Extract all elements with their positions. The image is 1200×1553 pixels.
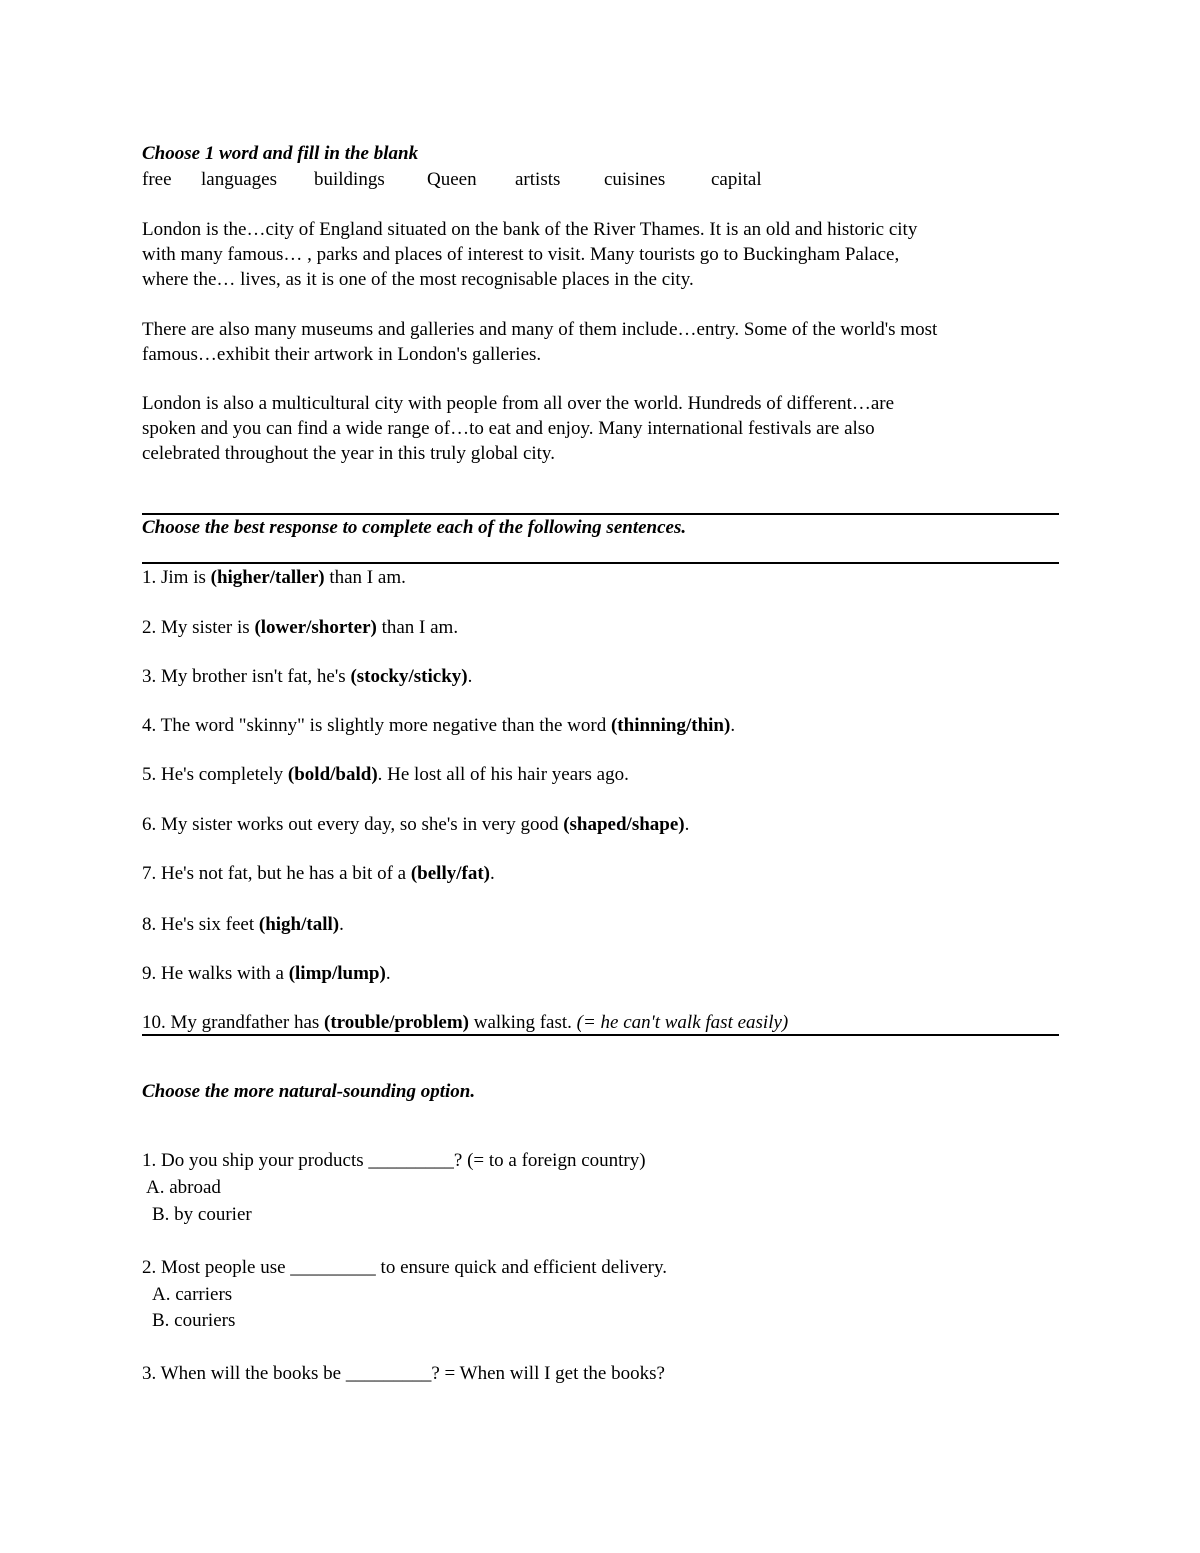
answer-choice: (lower/shorter) <box>254 617 377 638</box>
question-2-option-b: B. couriers <box>152 1310 236 1331</box>
word-bank <box>142 168 842 192</box>
word-bank-item: buildings <box>314 169 385 190</box>
sentence-item: 4. The word "skinny" is slightly more negative than the word (thinning/thin). <box>142 715 736 736</box>
paragraph-line: with many famous… , parks and places of interest to visit. Many tourists go to Buckingham Palace, <box>142 244 900 265</box>
sentence-item: 1. Jim is (higher/taller) than I am. <box>142 567 406 588</box>
question-3-text: 3. When will the books be _________? = When will I get the books? <box>142 1363 665 1384</box>
sentence-item: 10. My grandfather has (trouble/problem) walking fast. (= he can't walk fast easily) <box>142 1012 789 1033</box>
paragraph-line: celebrated throughout the year in this truly global city. <box>142 443 555 464</box>
paragraph-line: famous…exhibit their artwork in London's galleries. <box>142 344 542 365</box>
answer-choice: (higher/taller) <box>210 567 325 588</box>
divider-line <box>142 562 1059 564</box>
answer-choice: (high/tall) <box>258 914 340 935</box>
sentence-item: 2. My sister is (lower/shorter) than I am. <box>142 617 459 638</box>
sentence-item: 6. My sister works out every day, so she's in very good (shaped/shape). <box>142 814 690 835</box>
section1-heading: Choose 1 word and fill in the blank <box>142 143 419 164</box>
paragraph-line: where the… lives, as it is one of the most recognisable places in the city. <box>142 269 694 290</box>
answer-choice: (limp/lump) <box>288 963 386 984</box>
paragraph-line: There are also many museums and galleries and many of them include…entry. Some of the world's most <box>142 319 938 340</box>
question-2-option-a: A. carriers <box>152 1284 233 1305</box>
question-1-option-b: B. by courier <box>152 1204 252 1225</box>
paragraph-2 <box>142 317 1062 367</box>
section3-heading: Choose the more natural-sounding option. <box>142 1081 476 1102</box>
paragraph-3 <box>142 391 1062 466</box>
question-1-text: 1. Do you ship your products _________? (= to a foreign country) <box>142 1150 646 1171</box>
paragraph-1 <box>142 217 1062 292</box>
answer-choice: (trouble/problem) <box>324 1012 469 1033</box>
sentence-item: 5. He's completely (bold/bald). He lost all of his hair years ago. <box>142 764 629 785</box>
question-2-text: 2. Most people use _________ to ensure quick and efficient delivery. <box>142 1257 668 1278</box>
word-bank-item: free <box>142 169 172 190</box>
answer-choice: (bold/bald) <box>287 764 378 785</box>
sentence-item: 9. He walks with a (limp/lump). <box>142 963 391 984</box>
answer-choice: (thinning/thin) <box>610 715 731 736</box>
word-bank-item: cuisines <box>604 169 666 190</box>
sentence-item: 7. He's not fat, but he has a bit of a (belly/fat). <box>142 863 495 884</box>
sentence-item: 3. My brother isn't fat, he's (stocky/sticky). <box>142 666 473 687</box>
section2-heading: Choose the best response to complete each of the following sentences. <box>142 517 687 538</box>
paragraph-line: spoken and you can find a wide range of…to eat and enjoy. Many international festivals are also <box>142 418 875 439</box>
answer-choice: (belly/fat) <box>410 863 490 884</box>
question-1-option-a: A. abroad <box>146 1177 221 1198</box>
word-bank-item: Queen <box>427 169 477 190</box>
divider-line <box>142 513 1059 515</box>
paragraph-line: London is also a multicultural city with people from all over the world. Hundreds of different…are <box>142 393 895 414</box>
paragraph-line: London is the…city of England situated on the bank of the River Thames. It is an old and historic city <box>142 219 918 240</box>
answer-choice: (shaped/shape) <box>563 814 685 835</box>
answer-choice: (stocky/sticky) <box>350 666 468 687</box>
sentence-item: 8. He's six feet (high/tall). <box>142 914 344 935</box>
word-bank-item: languages <box>201 169 277 190</box>
word-bank-item: artists <box>515 169 561 190</box>
word-bank-item: capital <box>711 169 762 190</box>
sentence-note: (= he can't walk fast easily) <box>576 1012 789 1033</box>
divider-line <box>142 1034 1059 1036</box>
